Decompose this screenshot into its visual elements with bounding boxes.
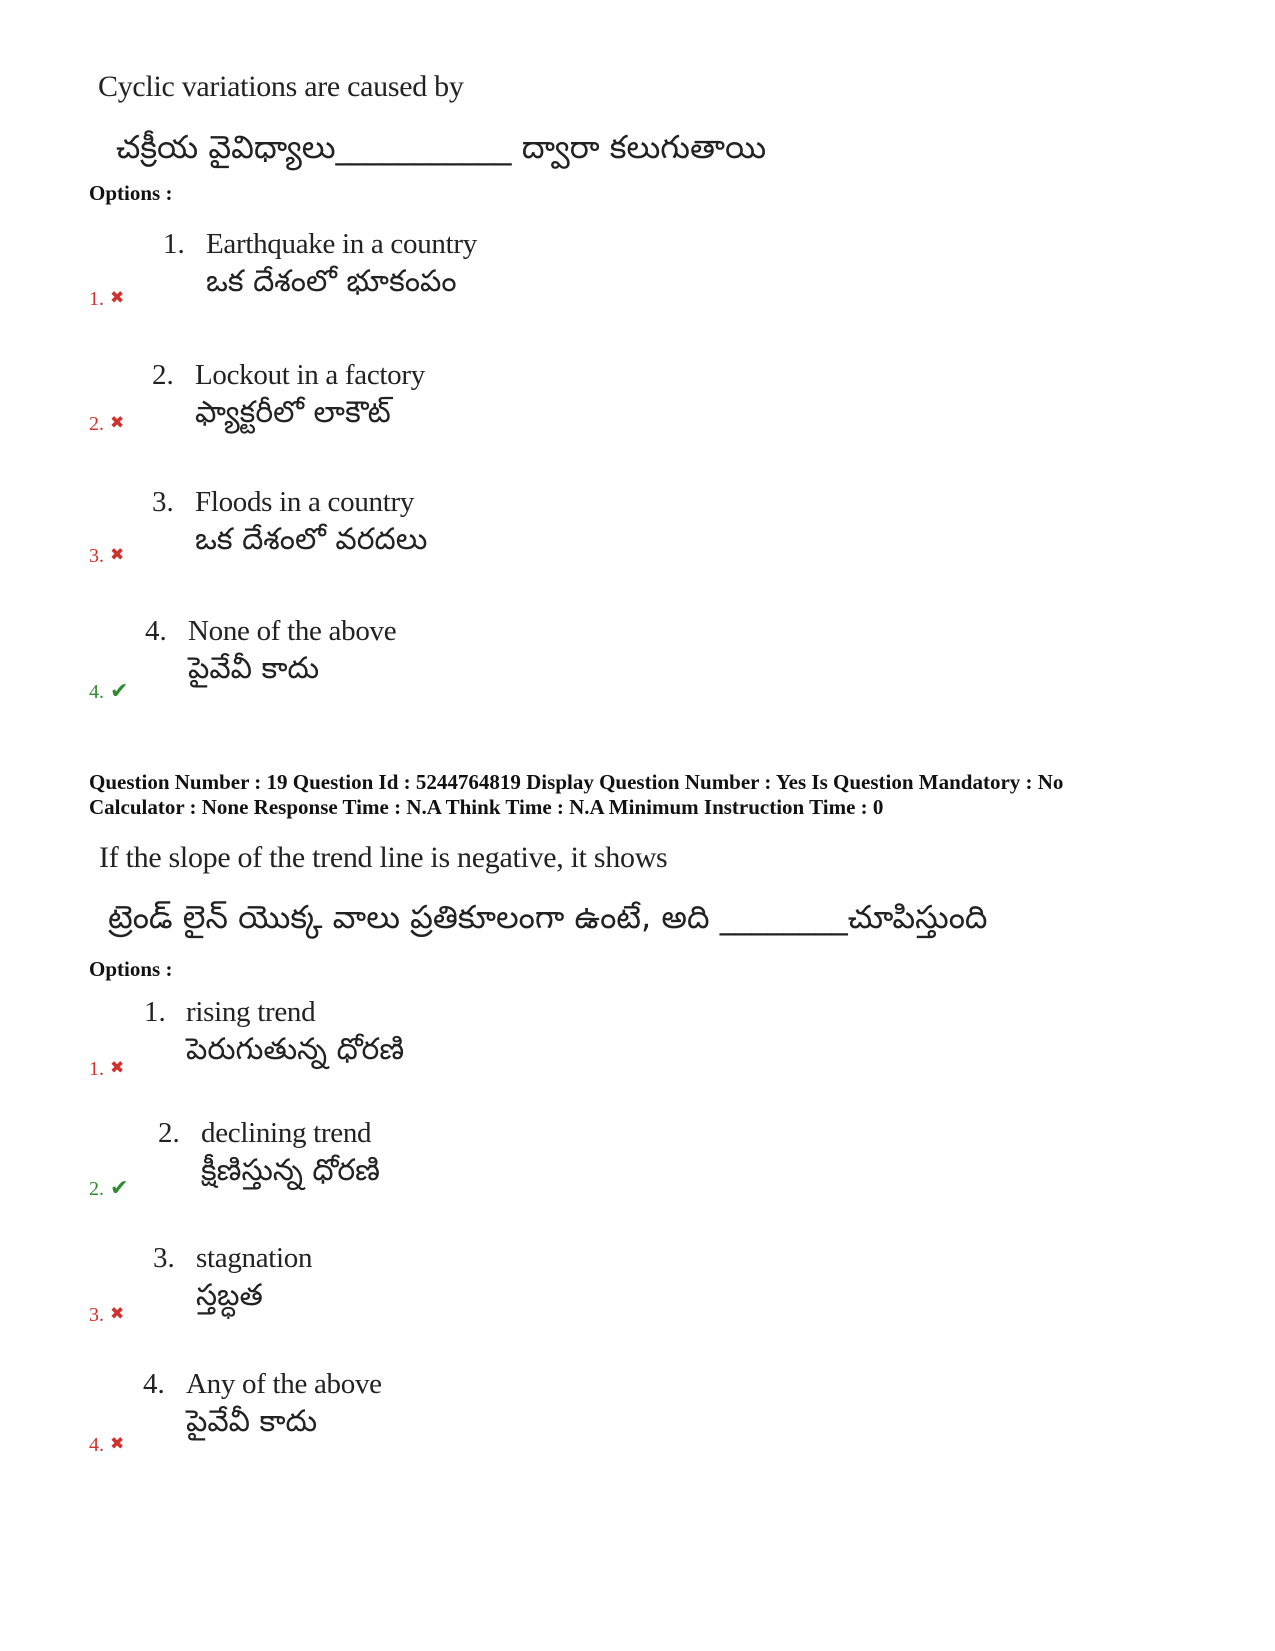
option-marker bbox=[89, 1176, 128, 1201]
cross-icon: ✖ bbox=[110, 1304, 125, 1324]
option-text-en: Any of the above bbox=[186, 1368, 382, 1400]
option-text-en: None of the above bbox=[188, 615, 397, 647]
question-19-text-te: ట్రెండ్ లైన్ యొక్క వాలు ప్రతికూలంగా ఉంటే, అది ________చూపిస్తుంది bbox=[108, 898, 988, 936]
option-text-te: పైవేవీ కాదు bbox=[188, 651, 320, 686]
option-marker-label: 3. bbox=[89, 545, 104, 567]
option-marker-label: 4. bbox=[89, 681, 104, 703]
option-marker-label: 2. bbox=[89, 413, 104, 435]
option-text-te: పైవేవీ కాదు bbox=[186, 1404, 318, 1439]
option-marker-label: 4. bbox=[89, 1434, 104, 1456]
option-marker-label: 1. bbox=[89, 288, 104, 310]
option-marker bbox=[89, 1058, 124, 1081]
cross-icon: ✖ bbox=[110, 1058, 125, 1078]
check-icon: ✔ bbox=[110, 1176, 129, 1201]
option-text-en: stagnation bbox=[196, 1242, 313, 1274]
option-marker bbox=[89, 1434, 124, 1457]
option-marker bbox=[89, 545, 124, 568]
question-18-options-label: Options : bbox=[89, 181, 173, 205]
option-number: 2. bbox=[158, 1117, 180, 1149]
option-text-te: క్షీణిస్తున్న ధోరణి bbox=[201, 1153, 380, 1188]
option-number: 4. bbox=[145, 615, 167, 647]
option-text-en: Earthquake in a country bbox=[206, 228, 477, 260]
option-number: 1. bbox=[144, 996, 166, 1028]
option-text-te: ఒక దేశంలో భూకంపం bbox=[206, 264, 457, 299]
question-18-text-te: చక్రీయ వైవిధ్యాలు___________ ద్వారా కలుగుతాయి bbox=[116, 128, 767, 166]
option-marker-label: 1. bbox=[89, 1058, 104, 1080]
option-number: 3. bbox=[153, 1242, 175, 1274]
question-19-text-en: If the slope of the trend line is negative, it shows bbox=[99, 841, 668, 874]
option-marker bbox=[89, 1304, 124, 1327]
question-19-meta-line-2: Calculator : None Response Time : N.A Think Time : N.A Minimum Instruction Time : 0 bbox=[89, 795, 884, 819]
option-text-te: పెరుగుతున్న ధోరణి bbox=[186, 1032, 405, 1067]
option-number: 3. bbox=[152, 486, 174, 518]
option-text-en: declining trend bbox=[201, 1117, 372, 1149]
option-marker bbox=[89, 288, 124, 311]
option-marker-label: 2. bbox=[89, 1178, 104, 1200]
check-icon: ✔ bbox=[110, 679, 129, 704]
option-text-te: ఫ్యాక్టరీలో లాకౌట్ bbox=[195, 395, 391, 430]
option-text-te: ఒక దేశంలో వరదలు bbox=[195, 522, 428, 557]
option-number: 1. bbox=[163, 228, 185, 260]
option-text-te: స్తబ్ధత bbox=[196, 1278, 263, 1313]
option-marker bbox=[89, 679, 128, 704]
cross-icon: ✖ bbox=[110, 1434, 125, 1454]
cross-icon: ✖ bbox=[110, 413, 125, 433]
option-text-en: Floods in a country bbox=[195, 486, 415, 518]
cross-icon: ✖ bbox=[110, 545, 125, 565]
option-text-en: Lockout in a factory bbox=[195, 359, 425, 391]
option-number: 4. bbox=[143, 1368, 165, 1400]
option-marker-label: 3. bbox=[89, 1304, 104, 1326]
option-number: 2. bbox=[152, 359, 174, 391]
question-19-meta-line-1: Question Number : 19 Question Id : 5244764819 Display Question Number : Yes Is Question Mandatory : No bbox=[89, 770, 1064, 794]
option-marker bbox=[89, 413, 124, 436]
question-18-text-en: Cyclic variations are caused by bbox=[98, 70, 464, 103]
question-19-options-label: Options : bbox=[89, 957, 173, 981]
option-text-en: rising trend bbox=[186, 996, 316, 1028]
cross-icon: ✖ bbox=[110, 288, 125, 308]
